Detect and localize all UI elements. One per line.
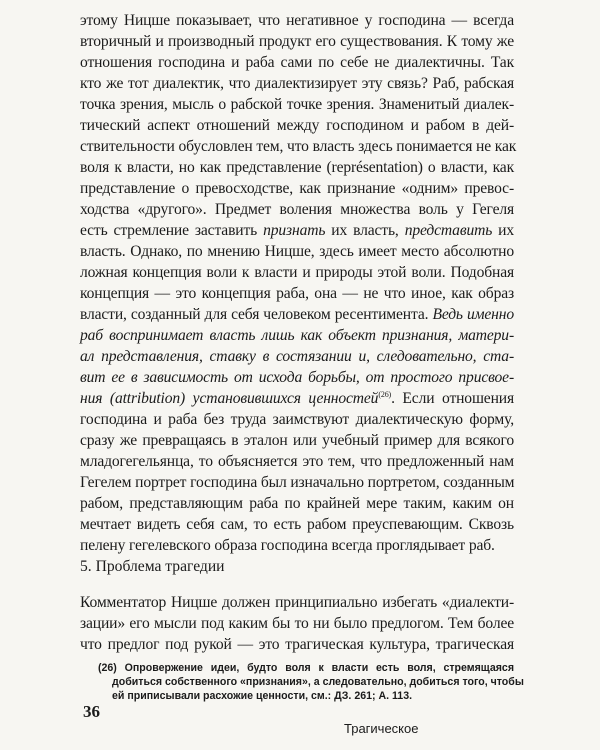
text-line: кто же тот диалектик, что диалектизирует эту связь? Раб, рабская bbox=[80, 75, 514, 92]
text-line: воля к власти, но как представление (représentation) о власти, как bbox=[80, 159, 514, 176]
italic-line bbox=[80, 369, 514, 387]
footnote-line: добиться собственного «признания», а следовательно, добиться того, чтобы bbox=[112, 676, 524, 688]
text-line: сразу же превращаясь в эталон или учебный пример для всякого bbox=[80, 432, 514, 449]
text-line bbox=[80, 390, 514, 408]
footnote-line: ей приписывали расхожие ценности, см.: ДЗ. 261; А. 113. bbox=[112, 690, 413, 702]
text-line: господина и раба без труда заимствуют диалектическую форму, bbox=[80, 411, 514, 428]
running-footer: Трагическое bbox=[344, 721, 419, 736]
emphasis-text: раб воспринимает власть лишь как объект признания, матери- bbox=[80, 327, 514, 344]
text-line bbox=[80, 306, 514, 324]
text-line: вторичный и производный продукт его существования. К тому же bbox=[80, 33, 514, 50]
emphasis-text: ал представления, ставку в состязании и, следовательно, ста- bbox=[80, 348, 514, 365]
text-line: Комментатор Ницше должен принципиально избегать «диалекти- bbox=[80, 594, 514, 611]
emphasis-text: Ведь именно bbox=[432, 306, 514, 323]
text-line: что предлог под рукой — это трагическая культура, трагическая bbox=[80, 636, 514, 653]
text-line: точка зрения, мысль о рабской точке зрения. Знаменитый диалек- bbox=[80, 96, 514, 113]
text-line: тический аспект отношений между господином и рабом в дей- bbox=[80, 117, 514, 134]
text-line: ствительности обусловлен тем, что власть здесь понимается не как bbox=[80, 138, 517, 155]
page-number: 36 bbox=[83, 702, 100, 721]
text-line: отношения господина и раба сами по себе не диалектичны. Так bbox=[80, 54, 514, 71]
text-line: зации» его мысли под каким бы то ни было предлогом. Тем более bbox=[80, 615, 514, 632]
text-line: представление о превосходстве, как признание «одним» превос- bbox=[80, 180, 514, 197]
text-line: рабом, представляющим раба по крайней мере таким, каким он bbox=[80, 495, 514, 512]
emphasis-text: представить bbox=[404, 222, 493, 239]
italic-line bbox=[80, 327, 514, 345]
text-line: пелену гегелевского образа господина всегда проглядывает раб. bbox=[80, 537, 495, 554]
text-line: младогегельянца, то объясняется это тем, что предложенный нам bbox=[80, 453, 514, 470]
footnote-ref[interactable]: (26) bbox=[378, 390, 392, 399]
text-line: власть. Однако, по мнению Ницше, здесь имеет место абсолютно bbox=[80, 243, 514, 260]
text-line bbox=[80, 222, 514, 240]
text-span: есть стремление заставить bbox=[80, 222, 264, 239]
text-span: власти, созданный для себя человеком ресентимента. bbox=[80, 306, 433, 323]
emphasis-text: вит ее в зависимость от исхода борьбы, от простого присвое- bbox=[80, 369, 514, 386]
text-span: их bbox=[492, 222, 514, 239]
text-line: этому Ницше показывает, что негативное у господина — всегда bbox=[80, 12, 514, 29]
text-line: ложная концепция воли к власти и природы этой воли. Подобная bbox=[80, 264, 514, 281]
emphasis-text: признать bbox=[263, 222, 326, 239]
text-span: их власть, bbox=[325, 222, 405, 239]
italic-line bbox=[80, 348, 514, 366]
emphasis-text: ния (attribution) установившихся ценностей bbox=[80, 390, 379, 407]
text-line: ходства «другого». Предмет воления множества воль у Гегеля bbox=[80, 201, 514, 218]
text-span: . Если отношения bbox=[391, 390, 514, 407]
text-line: концепция — это концепция раба, она — не что иное, как образ bbox=[80, 285, 514, 302]
text-line: Гегелем портрет господина был изначально портретом, созданным bbox=[80, 474, 515, 491]
footnote-line: (26) Опровержение идеи, будто воля к власти есть воля, стремящаяся bbox=[98, 662, 514, 674]
section-heading: 5. Проблема трагедии bbox=[80, 558, 225, 575]
text-line: мечтает видеть себя сам, то есть рабом преуспевающим. Сквозь bbox=[80, 516, 514, 533]
